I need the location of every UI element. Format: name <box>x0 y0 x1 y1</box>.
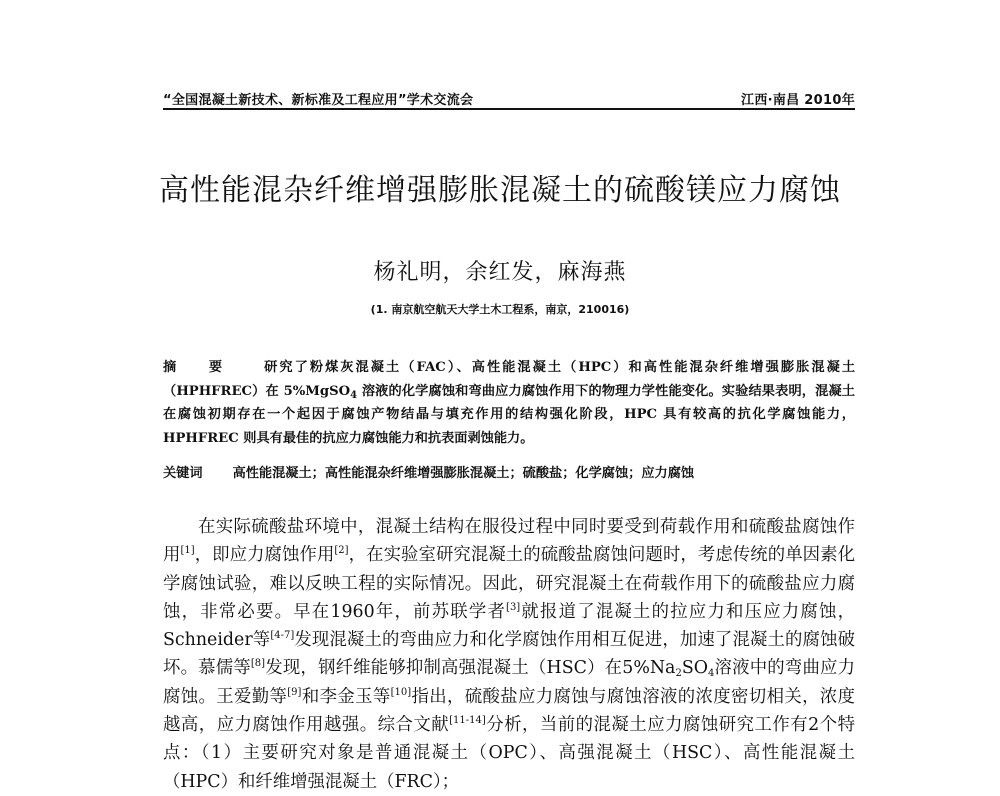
abstract-subscript: 4 <box>350 389 358 401</box>
conference-name: “全国混凝土新技术、新标准及工程应用”学术交流会 <box>163 93 474 108</box>
keywords-label: 关键词 <box>163 466 203 481</box>
abstract-text-2: 溶液的化学腐蚀和弯曲应力腐蚀作用下的物理力学性能变化。实验结果表明，混凝土在腐蚀初期存在一个起因于腐蚀产物结晶与填充作用的结构强化阶段，HPC 具有较高的抗化学腐蚀能力，HPHFREC 则具有最佳的抗应力腐蚀能力和抗表面剥蚀能力。 <box>163 383 855 446</box>
body-text-run: 发现混凝土的弯曲应力和化学腐蚀作用相互促进，加速了混凝土的腐蚀破坏。慕儒等 <box>163 630 855 679</box>
body-text-run: ，即应力腐蚀作用 <box>194 545 335 566</box>
author-list: 杨礼明，余红发，麻海燕 <box>373 260 627 285</box>
abstract <box>163 356 855 450</box>
body-text-run: 分析，当前的混凝土应力腐蚀研究工作有2个特点：（1）主要研究对象是普通混凝土（OPC）、高强混凝土（HSC）、高性能混凝土（HPC）和纤维增强混凝土（FRC）； <box>163 715 855 792</box>
affiliation: (1. 南京航空航天大学土木工程系，南京，210016) <box>370 303 630 316</box>
body-text-run: 指出，硫酸盐应力腐蚀与腐蚀溶液的浓度密切相关，浓度越高，应力腐蚀作用越强。综合文献 <box>163 686 855 736</box>
subscript: 4 <box>707 668 715 680</box>
body-text-run: 溶液中的弯曲应力腐蚀。王爱勤等 <box>163 658 855 707</box>
running-header <box>163 86 855 108</box>
subscript: 2 <box>675 668 682 680</box>
paper-title: 高性能混杂纤维增强膨胀混凝土的硫酸镁应力腐蚀 <box>159 173 841 208</box>
citation-ref: [9] <box>287 686 302 698</box>
body-paragraph <box>163 513 855 796</box>
header-rule <box>163 108 855 110</box>
body-text-run: ，在实验室研究混凝土的硫酸盐腐蚀问题时，考虑传统的单因素化学腐蚀试验，难以反映工程的实际情况。因此，研究混凝土在荷载作用下的硫酸盐应力腐蚀，非常必要。早在1960年，前苏联学者 <box>163 545 855 622</box>
keywords-text: 高性能混凝土；高性能混杂纤维增强膨胀混凝土；硫酸盐；化学腐蚀；应力腐蚀 <box>232 466 695 481</box>
abstract-text-1: 研究了粉煤灰混凝土（FAC）、高性能混凝土（HPC）和高性能混杂纤维增强膨胀混凝土（HPHFREC）在 5%MgSO <box>163 360 856 399</box>
citation-ref: [3] <box>506 601 521 613</box>
citation-ref: [4-7] <box>270 630 295 642</box>
body-text-run: 就报道了混凝土的拉应力和压应力腐蚀，Schneider等 <box>163 601 855 651</box>
abstract-label: 摘 要 <box>163 360 237 375</box>
location-year: 江西·南昌 2010年 <box>741 93 855 108</box>
citation-ref: [10] <box>390 686 412 698</box>
body-text-run: SO <box>681 658 708 679</box>
body-text-run: 在实际硫酸盐环境中，混凝土结构在服役过程中同时要受到荷载作用和硫酸盐腐蚀作用 <box>163 517 855 566</box>
citation-ref: [8] <box>250 658 266 670</box>
citation-ref: [1] <box>180 545 195 557</box>
citation-ref: [2] <box>334 545 349 557</box>
citation-ref: [11-14] <box>449 715 486 727</box>
keywords <box>163 462 855 485</box>
body-text-run: 发现，钢纤维能够抑制高强混凝土（HSC）在5%Na <box>265 658 676 679</box>
body-text-run: 和李金玉等 <box>301 686 391 707</box>
